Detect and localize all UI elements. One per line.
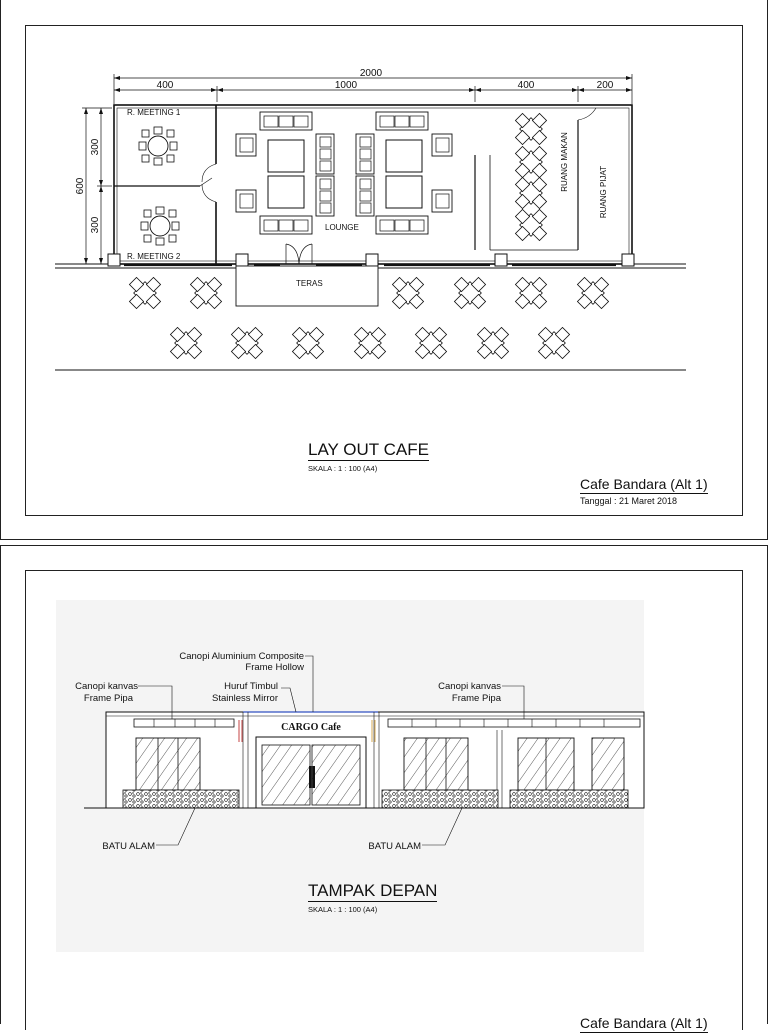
label-huruf-timbul-line2: Stainless Mirror <box>212 693 278 704</box>
facade-sign-text: CARGO Cafe <box>281 722 341 733</box>
elevation-project-name: Cafe Bandara (Alt 1) <box>580 1015 708 1031</box>
room-label-meeting-1: R. MEETING 1 <box>127 108 181 117</box>
layout-title: LAY OUT CAFE <box>308 440 429 459</box>
layout-scale: SKALA : 1 : 100 (A4) <box>308 464 378 473</box>
label-canopi-aluminium-line1: Canopi Aluminium Composite <box>179 651 304 662</box>
room-label-meeting-2: R. MEETING 2 <box>127 252 181 261</box>
dim-seg-a: 400 <box>156 80 174 91</box>
room-label-lounge: LOUNGE <box>325 223 359 232</box>
room-label-ruang-pijat: RUANG PIJAT <box>599 165 608 219</box>
dim-seg-d: 200 <box>596 80 614 91</box>
dim-seg-c: 400 <box>517 80 535 91</box>
room-label-teras: TERAS <box>296 279 323 288</box>
dim-seg-b: 1000 <box>334 80 358 91</box>
room-label-ruang-makan: RUANG MAKAN <box>560 132 569 192</box>
label-huruf-timbul-line1: Huruf Timbul <box>224 681 278 692</box>
elevation-scale: SKALA : 1 : 100 (A4) <box>308 905 378 914</box>
label-canopi-aluminium-line2: Frame Hollow <box>245 662 304 673</box>
dim-height-total: 600 <box>75 177 86 195</box>
label-canopi-kanvas-right-line1: Canopi kanvas <box>438 681 501 692</box>
layout-date: Tanggal : 21 Maret 2018 <box>580 496 678 506</box>
elevation-title: TAMPAK DEPAN <box>308 881 438 900</box>
label-canopi-kanvas-left-line1: Canopi kanvas <box>75 681 138 692</box>
dim-total: 2000 <box>359 68 383 79</box>
label-batu-alam-left: BATU ALAM <box>102 841 155 852</box>
label-batu-alam-right: BATU ALAM <box>368 841 421 852</box>
label-canopi-kanvas-left-line2: Frame Pipa <box>83 693 133 704</box>
layout-project-name: Cafe Bandara (Alt 1) <box>580 476 708 492</box>
dim-height-bottom: 300 <box>90 216 101 234</box>
dim-height-top: 300 <box>90 138 101 156</box>
label-canopi-kanvas-right-line2: Frame Pipa <box>451 693 501 704</box>
